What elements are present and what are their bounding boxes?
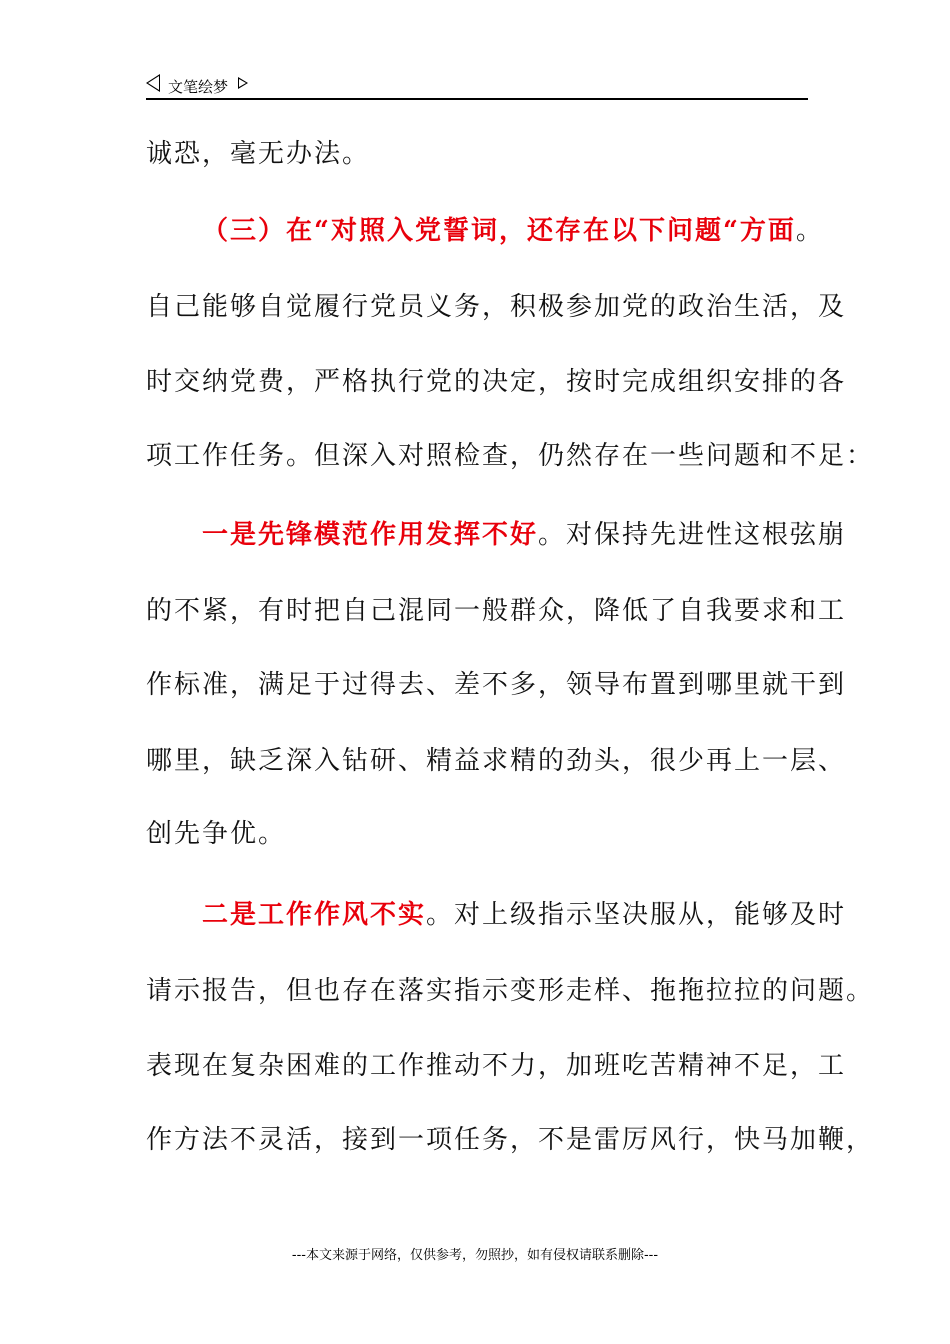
paragraph-line: 作标准，满足于过得去、差不多，领导布置到哪里就干到 (146, 670, 847, 700)
paragraph-line: 时交纳党费，严格执行党的决定，按时完成组织安排的各 (146, 367, 847, 397)
paragraph-line: 请示报告，但也存在落实指示变形走样、拖拖拉拉的问题。 (146, 976, 875, 1006)
point-1-title: 一是先锋模范作用发挥不好 (202, 520, 539, 550)
point-1-rest: 。对保持先进性这根弦崩 (538, 520, 847, 550)
paragraph-line: 的不紧，有时把自己混同一般群众，降低了自我要求和工 (146, 596, 847, 626)
point-2-title: 二是工作作风不实 (202, 900, 427, 930)
paragraph-line: 作方法不灵活，接到一项任务，不是雷厉风行，快马加鞭， (146, 1125, 875, 1155)
point-1-line (202, 519, 846, 551)
section-heading (202, 215, 824, 247)
text-line: 诚恐，毫无办法。 (146, 139, 371, 169)
paragraph-line: 创先争优。 (146, 819, 287, 849)
paragraph-line: 哪里，缺乏深入钻研、精益求精的劲头，很少再上一层、 (146, 746, 847, 776)
paragraph-line: 项工作任务。但深入对照检查，仍然存在一些问题和不足： (146, 441, 875, 471)
footer-disclaimer: ---本文来源于网络，仅供参考，勿照抄，如有侵权请联系删除--- (291, 1248, 659, 1263)
paragraph-line: 表现在复杂困难的工作推动不力，加班吃苦精神不足，工 (146, 1051, 847, 1081)
point-2-line (202, 899, 846, 931)
triangle-right-icon (238, 77, 248, 89)
paragraph-line: 自己能够自觉履行党员义务，积极参加党的政治生活，及 (146, 292, 847, 322)
point-2-rest: 。对上级指示坚决服从，能够及时 (426, 900, 847, 930)
brand-name: 文笔绘梦 (168, 78, 229, 96)
section-heading-end: 。 (795, 216, 824, 246)
section-heading-text: （三）在“对照入党誓词，还存在以下问题“方面 (202, 216, 796, 246)
triangle-left-icon (146, 74, 160, 92)
page-header (146, 72, 808, 100)
